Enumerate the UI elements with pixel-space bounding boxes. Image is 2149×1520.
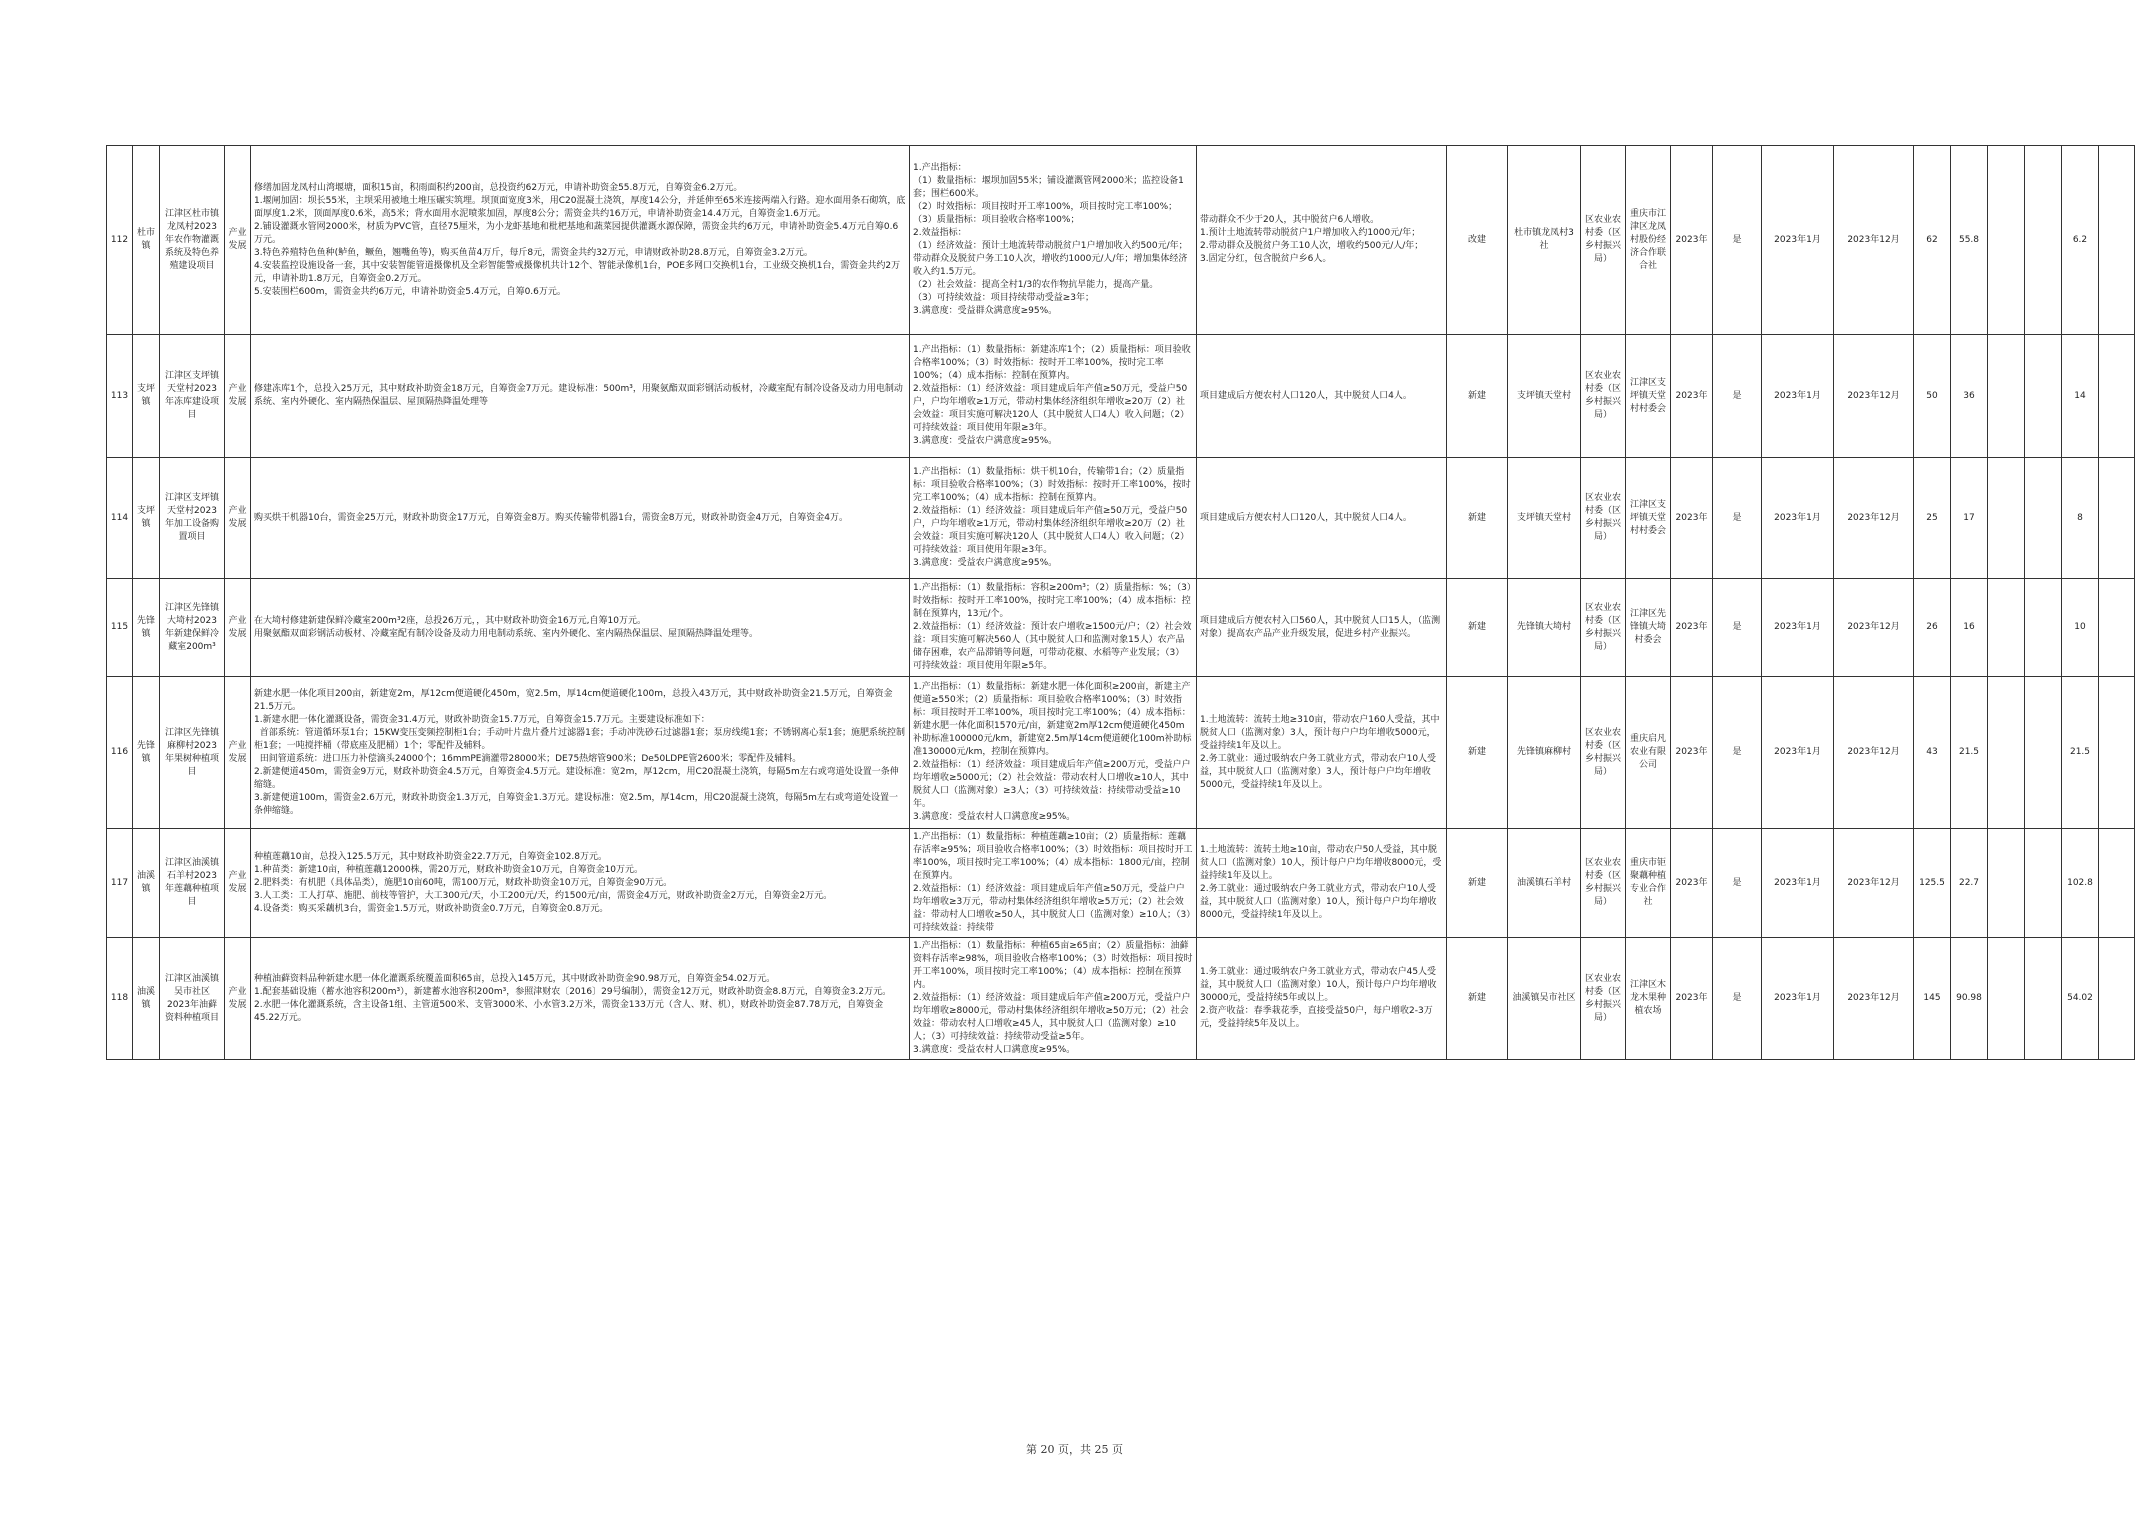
in-plan-flag: 是 [1713,579,1762,677]
fiscal-funds: 90.98 [1951,938,1988,1060]
total-investment: 25 [1914,458,1951,579]
project-type: 产业发展 [225,938,251,1060]
fund-col-3 [2099,579,2135,677]
end-date: 2023年12月 [1834,458,1914,579]
self-raised-funds: 102.8 [2062,829,2099,938]
plan-year: 2023年 [1671,938,1713,1060]
build-type: 新建 [1447,677,1508,829]
benefit-mechanism: 1.土地流转：流转土地≥10亩，带动农户50人受益，其中脱贫人口（监测对象）10人，预计每户户均年增收8000元，受益持续1年及以上。 2.务工就业：通过吸纳农户务工就业方式，带动农户10人受益，其中脱贫人口（监测对象）10人，预计每户户均年增收8000元，受益持续1年及以上。 [1197,829,1447,938]
project-type: 产业发展 [225,677,251,829]
table-row [107,579,2135,677]
in-plan-flag: 是 [1713,829,1762,938]
project-owner: 重庆启凡农业有限公司 [1626,677,1671,829]
project-type: 产业发展 [225,335,251,458]
total-investment: 26 [1914,579,1951,677]
location: 支坪镇天堂村 [1508,458,1581,579]
construction-content: 新建水肥一体化项目200亩，新建宽2m，厚12cm便道硬化450m，宽2.5m，厚14cm便道硬化100m，总投入43万元，其中财政补助资金21.5万元，自筹资金21.5万元。 1.新建水肥一体化灌溉设备，需资金31.4万元，财政补助资金15.7万元，自筹资金15.7万元。主要建设标准如下： 首部系统：管道循环泵1台；15KW变压变频控制柜1台；手动叶片盘片叠片过滤器1套；手动冲洗砂石过滤器1套；泵房线缆1套；不锈钢离心泵1套；施肥系统控制柜1套；一吨搅拌桶（带底座及肥桶）1个；零配件及辅料。 田间管道系统：进口压力补偿滴头24000个；16mmPE滴灌带28000米；DE75热熔管900米；De50LDPE管2600米；零配件及辅料。 2.新建便道450m，需资金9万元，财政补助资金4.5万元，自筹资金4.5万元。建设标准：宽2m，厚12cm，用C20混凝土浇筑，每隔5m左右或弯道处设置一条伸缩缝。 3.新建便道100m，需资金2.6万元，财政补助资金1.3万元，自筹资金1.3万元。建设标准：宽2.5m，厚14cm，用C20混凝土浇筑，每隔5m左右或弯道处设置一条伸缩缝。 [251,677,910,829]
town: 支坪镇 [133,458,160,579]
project-owner: 重庆市钜聚藕种植专业合作社 [1626,829,1671,938]
row-number: 112 [107,146,133,335]
supervising-dept: 区农业农村委（区乡村振兴局） [1581,579,1626,677]
plan-year: 2023年 [1671,146,1713,335]
benefit-mechanism: 1.务工就业：通过吸纳农户务工就业方式，带动农户45人受益，其中脱贫人口（监测对象）10人，预计每户户均年增收30000元，受益持续5年或以上。 2.资产收益：春季栽花季，直接受益50户，每户增收2-3万元，受益持续5年及以上。 [1197,938,1447,1060]
town: 杜市镇 [133,146,160,335]
location: 先锋镇麻柳村 [1508,677,1581,829]
project-name: 江津区油溪镇吴市社区2023年油藓资料种植项目 [160,938,225,1060]
fund-col-1 [1988,829,2025,938]
fiscal-funds: 16 [1951,579,1988,677]
project-name: 江津区先锋镇麻柳村2023年果树种植项目 [160,677,225,829]
table-row [107,938,2135,1060]
fiscal-funds: 17 [1951,458,1988,579]
table-row [107,335,2135,458]
build-type: 新建 [1447,938,1508,1060]
benefit-mechanism: 项目建成后方便农村人口120人，其中脱贫人口4人。 [1197,335,1447,458]
fund-col-1 [1988,579,2025,677]
fund-col-3 [2099,677,2135,829]
self-raised-funds: 8 [2062,458,2099,579]
total-investment: 62 [1914,146,1951,335]
build-type: 新建 [1447,829,1508,938]
table-row [107,146,2135,335]
project-name: 江津区支坪镇天堂村2023年加工设备购置项目 [160,458,225,579]
fund-col-3 [2099,335,2135,458]
project-type: 产业发展 [225,579,251,677]
end-date: 2023年12月 [1834,579,1914,677]
row-number: 118 [107,938,133,1060]
fund-col-2 [2025,938,2062,1060]
supervising-dept: 区农业农村委（区乡村振兴局） [1581,458,1626,579]
self-raised-funds: 14 [2062,335,2099,458]
town: 支坪镇 [133,335,160,458]
fund-col-1 [1988,458,2025,579]
fiscal-funds: 36 [1951,335,1988,458]
table-row [107,829,2135,938]
row-number: 115 [107,579,133,677]
self-raised-funds: 6.2 [2062,146,2099,335]
construction-content: 种植油藓资料品种新建水肥一体化灌溉系统覆盖面积65亩，总投入145万元，其中财政补助资金90.98万元，自筹资金54.02万元。 1.配套基础设施（蓄水池容积200m³），新建蓄水池容积200m³，参照津财农〔2016〕29号编制），需资金12万元，财政补助资金8.8万元，自筹资金3.2万元。 2.水肥一体化灌溉系统，含主设备1组、主管道500米、支管3000米、小水管3.2万米，需资金133万元（含人、财、机），财政补助资金87.78万元，自筹资金45.22万元。 [251,938,910,1060]
fund-col-2 [2025,829,2062,938]
fiscal-funds: 21.5 [1951,677,1988,829]
row-number: 116 [107,677,133,829]
town: 油溪镇 [133,829,160,938]
table-row [107,458,2135,579]
benefit-mechanism: 项目建成后方便农村人口120人，其中脱贫人口4人。 [1197,458,1447,579]
fund-col-3 [2099,938,2135,1060]
town: 先锋镇 [133,579,160,677]
fund-col-2 [2025,458,2062,579]
start-date: 2023年1月 [1762,829,1834,938]
self-raised-funds: 21.5 [2062,677,2099,829]
fund-col-3 [2099,458,2135,579]
location: 杜市镇龙凤村3社 [1508,146,1581,335]
supervising-dept: 区农业农村委（区乡村振兴局） [1581,146,1626,335]
fund-col-2 [2025,146,2062,335]
row-number: 117 [107,829,133,938]
start-date: 2023年1月 [1762,458,1834,579]
plan-year: 2023年 [1671,335,1713,458]
project-owner: 重庆市江津区龙凤村股份经济合作联合社 [1626,146,1671,335]
supervising-dept: 区农业农村委（区乡村振兴局） [1581,677,1626,829]
project-type: 产业发展 [225,146,251,335]
benefit-mechanism: 项目建成后方便农村入口560人，其中脱贫人口15人，（监测对象）提高农产品产业升级发展，促进乡村产业振兴。 [1197,579,1447,677]
build-type: 新建 [1447,335,1508,458]
total-investment: 125.5 [1914,829,1951,938]
fund-col-1 [1988,938,2025,1060]
plan-year: 2023年 [1671,829,1713,938]
self-raised-funds: 54.02 [2062,938,2099,1060]
fund-col-1 [1988,146,2025,335]
plan-year: 2023年 [1671,677,1713,829]
performance-target: 1.产出指标：（1）数量指标：容积≥200m³；（2）质量指标：%；（3）时效指标：按时开工率100%，按时完工率100%；（4）成本指标：控制在预算内，13元/个。 2.效益指标：（1）经济效益：预计农户增收≥1500元/户；（2）社会效益：项目实施可解决560人（其中脱贫人口和监测对象15人）农产品储存困难，农产品滞销等问题，可带动花椒、水稻等产业发展；（3）可持续效益：项目使用年限≥5年。 [910,579,1197,677]
location: 油溪镇石羊村 [1508,829,1581,938]
supervising-dept: 区农业农村委（区乡村振兴局） [1581,938,1626,1060]
location: 油溪镇吴市社区 [1508,938,1581,1060]
performance-target: 1.产出指标：（1）数量指标：新建冻库1个；（2）质量指标：项目验收合格率100%；（3）时效指标：按时开工率100%，按时完工率100%；（4）成本指标：控制在预算内。 2.效益指标：（1）经济效益：项目建成后年产值≥50万元，受益户50户，户均年增收≥1万元，带动村集体经济组织年增收≥20万（2）社会效益：项目实施可解决120人（其中脱贫人口4人）收入问题；（2）可持续效益：项目使用年限≥3年。 3.满意度：受益农户满意度≥95%。 [910,335,1197,458]
build-type: 新建 [1447,458,1508,579]
start-date: 2023年1月 [1762,335,1834,458]
row-number: 113 [107,335,133,458]
total-investment: 145 [1914,938,1951,1060]
project-owner: 江津区先锋镇大埼村委会 [1626,579,1671,677]
construction-content: 在大埼村修建新建保鲜冷藏室200m³2座，总投26万元，，其中财政补助资金16万元,自筹10万元。 用聚氨酯双面彩钢活动板材、冷藏室配有制冷设备及动力用电制动系统、室内外硬化、室内隔热保温层、屋顶隔热降温处理等。 [251,579,910,677]
construction-content: 购买烘干机器10台，需资金25万元，财政补助资金17万元，自筹资金8万。购买传输带机器1台，需资金8万元，财政补助资金4万元，自筹资金4万。 [251,458,910,579]
supervising-dept: 区农业农村委（区乡村振兴局） [1581,335,1626,458]
construction-content: 修缮加固龙凤村山湾堰塘，面积15亩，积雨面积约200亩，总投资约62万元，申请补助资金55.8万元，自筹资金6.2万元。 1.堰闸加固：坝长55米，主坝采用被地土堆压碾实筑埋。坝顶面宽度3米，用C20混凝土浇筑，厚度14公分，并延伸至65米连接两端入行路。迎水面用条石砌筑，底面厚度1.2米，顶面厚度0.6米，高5米；背水面用水泥喷浆加固，厚度8公分；需资金共约16万元，申请补助资金14.4万元，自筹资金1.6万元。 2.铺设灌溉水管网2000米，材质为PVC管，直径75厘米，为小龙虾基地和枇杷基地和蔬菜园提供灌溉水源保障，需资金共约6万元，申请补助资金5.4万元自筹0.6万元。 3.特色养殖特色鱼种(鲈鱼，鳜鱼，翘嘴鱼等)，购买鱼苗4万斤，每斤8元，需资金共约32万元，申请财政补助28.8万元，自筹资金3.2万元。 4.安装监控设施设备一套，其中安装智能管道摄像机及全彩智能警戒摄像机共计12个、智能录像机1台，POE多网口交换机1台，工业级交换机1台，需资金共约2万元，申请补助1.8万元，自筹资金0.2万元。 5.安装围栏600m，需资金共约6万元，申请补助资金5.4万元，自筹0.6万元。 [251,146,910,335]
performance-target: 1.产出指标：（1）数量指标：新建水肥一体化面积≥200亩，新建主产便道≥550米；（2）质量指标：项目验收合格率100%；（3）时效指标：项目按时开工率100%，项目按时完工率100%；（4）成本指标：新建水肥一体化面积1570元/亩，新建宽2m厚12cm便道硬化450m补助标准100000元/km，新建宽2.5m厚14cm便道硬化100m补助标准130000元/km，控制在预算内。 2.效益指标：（1）经济效益：项目建成后年产值≥200万元，受益户户均年增收≥5000元；（2）社会效益：带动农村人口增收≥10人，其中脱贫人口（监测对象）≥3人；（3）可持续效益：持续带动受益≥10年。 3.满意度：受益农村人口满意度≥95%。 [910,677,1197,829]
end-date: 2023年12月 [1834,146,1914,335]
end-date: 2023年12月 [1834,677,1914,829]
in-plan-flag: 是 [1713,146,1762,335]
town: 先锋镇 [133,677,160,829]
fund-col-2 [2025,335,2062,458]
fund-col-1 [1988,677,2025,829]
location: 先锋镇大埼村 [1508,579,1581,677]
benefit-mechanism: 1.土地流转：流转土地≥310亩，带动农户160人受益，其中脱贫人口（监测对象）3人，预计每户户均年增收5000元，受益持续1年及以上。 2.务工就业：通过吸纳农户务工就业方式，带动农户10人受益，其中脱贫人口（监测对象）3人，预计每户户均年增收5000元，受益持续1年及以上。 [1197,677,1447,829]
performance-target: 1.产出指标：（1）数量指标：种植莲藕≥10亩；（2）质量指标：莲藕存活率≥95%；项目验收合格率100%；（3）时效指标：项目按时开工率100%，项目按时完工率100%；（4）成本指标：1800元/亩，控制在预算内。 2.效益指标：（1）经济效益：项目建成后年产值≥50万元，受益户户均年增收≥3万元，带动村集体经济组织年增收≥5万元；（2）社会效益：带动村人口增收≥50人，其中脱贫人口（监测对象）≥10人；（3）可持续效益：持续带 [910,829,1197,938]
table-row [107,677,2135,829]
build-type: 新建 [1447,579,1508,677]
fund-col-1 [1988,335,2025,458]
end-date: 2023年12月 [1834,938,1914,1060]
project-name: 江津区支坪镇天堂村2023年冻库建设项目 [160,335,225,458]
project-owner: 江津区支坪镇天堂村村委会 [1626,458,1671,579]
end-date: 2023年12月 [1834,335,1914,458]
row-number: 114 [107,458,133,579]
in-plan-flag: 是 [1713,458,1762,579]
end-date: 2023年12月 [1834,829,1914,938]
fund-col-2 [2025,579,2062,677]
in-plan-flag: 是 [1713,677,1762,829]
fund-col-3 [2099,146,2135,335]
performance-target: 1.产出指标： （1）数量指标：堰坝加固55米；铺设灌溉管网2000米；监控设备1套；围栏600米。 （2）时效指标：项目按时开工率100%，项目按时完工率100%； （3）质量指标：项目验收合格率100%； 2.效益指标： （1）经济效益：预计土地流转带动脱贫户1户增加收入约500元/年；带动群众及脱贫户务工10人次，增收约1000元/人/年；增加集体经济收入约1.5万元。 （2）社会效益：提高全村1/3的农作物抗旱能力，提高产量。 （3）可持续效益：项目持续带动受益≥3年； 3.满意度：受益群众满意度≥95%。 [910,146,1197,335]
page-footer: 第 20 页，共 25 页 [1026,1443,1123,1456]
construction-content: 种植莲藕10亩，总投入125.5万元，其中财政补助资金22.7万元，自筹资金102.8万元。 1.种苗类：新建10亩，种植莲藕12000株，需20万元，财政补助资金10万元，自筹资金10万元。 2.肥料类：有机肥（具体品类），施肥10亩60吨，需100万元，财政补助资金10万元，自筹资金90万元。 3.人工类：工人打草、施肥、前枝等管护，大工300元/天，小工200元/天，约1500元/亩，需资金4万元，财政补助资金2万元，自筹资金2万元。 4.设备类：购买采藕机3台，需资金1.5万元，财政补助资金0.7万元，自筹资金0.8万元。 [251,829,910,938]
supervising-dept: 区农业农村委（区乡村振兴局） [1581,829,1626,938]
start-date: 2023年1月 [1762,677,1834,829]
project-name: 江津区杜市镇龙凤村2023年农作物灌溉系统及特色养殖建设项目 [160,146,225,335]
performance-target: 1.产出指标：（1）数量指标：烘干机10台，传输带1台；（2）质量指标：项目验收合格率100%；（3）时效指标：按时开工率100%，按时完工率100%；（4）成本指标：控制在预算内。 2.效益指标：（1）经济效益：项目建成后年产值≥50万元，受益户50户，户均年增收≥1万元，带动村集体经济组织年增收≥20万（2）社会效益：项目实施可解决120人（其中脱贫人口4人）收入问题；（2）可持续效益：项目使用年限≥3年。 3.满意度：受益农户满意度≥95%。 [910,458,1197,579]
total-investment: 50 [1914,335,1951,458]
fiscal-funds: 22.7 [1951,829,1988,938]
plan-year: 2023年 [1671,579,1713,677]
fund-col-2 [2025,677,2062,829]
total-investment: 43 [1914,677,1951,829]
fiscal-funds: 55.8 [1951,146,1988,335]
project-table [106,145,2135,1060]
fund-col-3 [2099,829,2135,938]
start-date: 2023年1月 [1762,146,1834,335]
project-owner: 江津区木龙木果种植农场 [1626,938,1671,1060]
project-type: 产业发展 [225,458,251,579]
performance-target: 1.产出指标：（1）数量指标：种植65亩≥65亩；（2）质量指标：油藓资料存活率≥98%，项目验收合格率100%；（3）时效指标：项目按时开工率100%，项目按时完工率100%；（4）成本指标：控制在预算内。 2.效益指标：（1）经济效益：项目建成后年产值≥200万元，受益户户均年增收≥8000元，带动村集体经济组织年增收≥50万元；（2）社会效益：带动农村人口增收≥45人，其中脱贫人口（监测对象）≥10人；（3）可持续效益：持续带动受益≥5年。 3.满意度：受益农村人口满意度≥95%。 [910,938,1197,1060]
benefit-mechanism: 带动群众不少于20人，其中脱贫户6人增收。 1.预计土地流转带动脱贫户1户增加收入约1000元/年； 2.带动群众及脱贫户务工10人次，增收约500元/人/年； 3.固定分红，包含脱贫户乡6人。 [1197,146,1447,335]
plan-year: 2023年 [1671,458,1713,579]
start-date: 2023年1月 [1762,938,1834,1060]
self-raised-funds: 10 [2062,579,2099,677]
project-name: 江津区先锋镇大埼村2023年新建保鲜冷藏室200m³ [160,579,225,677]
project-owner: 江津区支坪镇天堂村村委会 [1626,335,1671,458]
project-type: 产业发展 [225,829,251,938]
in-plan-flag: 是 [1713,335,1762,458]
town: 油溪镇 [133,938,160,1060]
start-date: 2023年1月 [1762,579,1834,677]
location: 支坪镇天堂村 [1508,335,1581,458]
build-type: 改建 [1447,146,1508,335]
in-plan-flag: 是 [1713,938,1762,1060]
project-name: 江津区油溪镇石羊村2023年莲藕种植项目 [160,829,225,938]
construction-content: 修建冻库1个，总投入25万元，其中财政补助资金18万元，自筹资金7万元。建设标准：500m³，用聚氨酯双面彩钢活动板材，冷藏室配有制冷设备及动力用电制动系统、室内外硬化、室内隔热保温层、屋顶隔热降温处理等 [251,335,910,458]
